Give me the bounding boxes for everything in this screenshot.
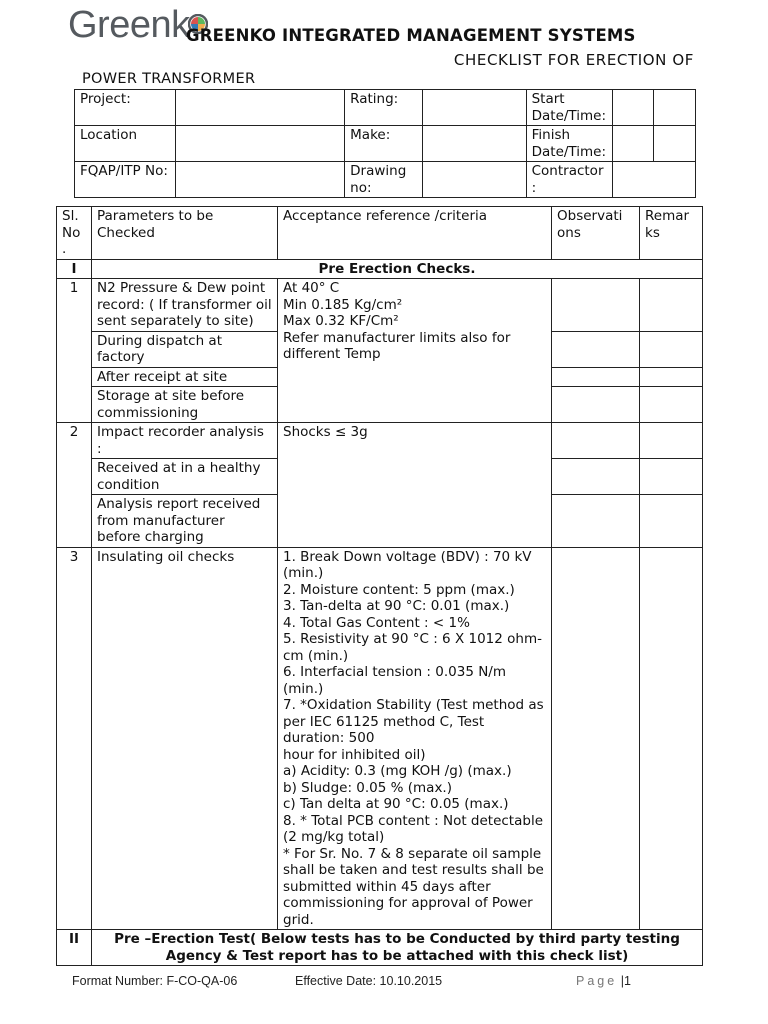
col-header-remarks: Remar ks — [640, 207, 703, 260]
contractor-label: Contractor : — [526, 162, 613, 198]
item-number: 2 — [57, 423, 92, 548]
finish-datetime-value[interactable] — [613, 126, 653, 162]
fqap-itp-value[interactable] — [175, 162, 344, 198]
remarks-cell[interactable] — [640, 279, 703, 332]
make-label: Make: — [345, 126, 423, 162]
project-info-table — [74, 89, 696, 198]
remarks-cell[interactable] — [640, 367, 703, 387]
parameter-cell: During dispatch at factory — [92, 331, 278, 367]
remarks-cell[interactable] — [640, 331, 703, 367]
project-value[interactable] — [175, 90, 344, 126]
col-header-parameters: Parameters to be Checked — [92, 207, 278, 260]
page-separator: | — [620, 974, 624, 988]
parameter-cell: Insulating oil checks — [92, 547, 278, 930]
document-subtitle: CHECKLIST FOR ERECTION OF — [453, 51, 694, 69]
finish-datetime-label: Finish Date/Time: — [526, 126, 613, 162]
parameter-cell: N2 Pressure & Dew point record: ( If transformer oil sent separately to site) — [92, 279, 278, 332]
start-datetime-label: Start Date/Time: — [526, 90, 613, 126]
section-row-pre-erection-test — [57, 930, 703, 966]
parameter-cell: Impact recorder analysis : — [92, 423, 278, 459]
remarks-cell[interactable] — [640, 547, 703, 930]
location-value[interactable] — [175, 126, 344, 162]
rating-label: Rating: — [345, 90, 423, 126]
remarks-cell[interactable] — [640, 423, 703, 459]
item-number: 3 — [57, 547, 92, 930]
parameter-cell: Received at in a healthy condition — [92, 459, 278, 495]
observation-cell[interactable] — [552, 495, 640, 548]
format-number: Format Number: F-CO-QA-06 — [72, 974, 238, 988]
logo-wordmark: Greenk — [68, 4, 190, 46]
observation-cell[interactable] — [552, 423, 640, 459]
finish-datetime-value-2[interactable] — [653, 126, 695, 162]
page-number: 1 — [623, 974, 631, 988]
start-datetime-value-2[interactable] — [653, 90, 695, 126]
section-number: I — [57, 259, 92, 279]
col-header-criteria: Acceptance reference /criteria — [278, 207, 552, 260]
observation-cell[interactable] — [552, 331, 640, 367]
observation-cell[interactable] — [552, 547, 640, 930]
criteria-cell: Shocks ≤ 3g — [278, 423, 552, 548]
document-subtitle-continued: POWER TRANSFORMER — [82, 71, 256, 87]
observation-cell[interactable] — [552, 387, 640, 423]
table-row — [57, 423, 703, 459]
observation-cell[interactable] — [552, 367, 640, 387]
parameter-cell: Analysis report received from manufacturer before charging — [92, 495, 278, 548]
table-row — [57, 279, 703, 332]
section-row-pre-erection-checks — [57, 259, 703, 279]
section-number: II — [57, 930, 92, 966]
remarks-cell[interactable] — [640, 459, 703, 495]
contractor-value[interactable] — [613, 162, 696, 198]
item-number: 1 — [57, 279, 92, 423]
drawing-no-label: Drawing no: — [345, 162, 423, 198]
checklist-header-row — [57, 207, 703, 260]
observation-cell[interactable] — [552, 279, 640, 332]
criteria-cell: 1. Break Down voltage (BDV) : 70 kV (min.) 2. Moisture content: 5 ppm (max.) 3. Tan-delta at 90 °C: 0.01 (max.) 4. Total Gas Content : < 1% 5. Resistivity at 90 °C : 6 X 1012 ohm-cm (min.) 6. Interfacial tension : 0.035 N/m (min.) 7. *Oxidation Stability (Test method as per IEC 61125 method C, Test duration: 500 hour for inhibited oil) a) Acidity: 0.3 (mg KOH /g) (max.) b) Sludge: 0.05 % (max.) c) Tan delta at 90 °C: 0.05 (max.) 8. * Total PCB content : Not detectable (2 mg/kg total) * For Sr. No. 7 & 8 separate oil sample shall be taken and test results shall be submitted within 45 days after commissioning for approval of Power grid. — [278, 547, 552, 930]
page-word: Page — [576, 974, 618, 988]
section-title: Pre Erection Checks. — [92, 259, 703, 279]
effective-date: Effective Date: 10.10.2015 — [295, 974, 443, 988]
checklist-table — [56, 206, 703, 966]
criteria-cell: At 40° C Min 0.185 Kg/cm² Max 0.32 KF/Cm² Refer manufacturer limits also for different Temp — [278, 279, 552, 423]
parameter-cell: Storage at site before commissioning — [92, 387, 278, 423]
start-datetime-value[interactable] — [613, 90, 653, 126]
drawing-no-value[interactable] — [422, 162, 526, 198]
table-row — [57, 547, 703, 930]
location-label: Location — [75, 126, 176, 162]
col-header-observations: Observati ons — [552, 207, 640, 260]
project-label: Project: — [75, 90, 176, 126]
page-indicator — [576, 974, 631, 988]
observation-cell[interactable] — [552, 459, 640, 495]
parameter-cell: After receipt at site — [92, 367, 278, 387]
remarks-cell[interactable] — [640, 387, 703, 423]
rating-value[interactable] — [422, 90, 526, 126]
remarks-cell[interactable] — [640, 495, 703, 548]
make-value[interactable] — [422, 126, 526, 162]
section-title: Pre –Erection Test( Below tests has to be Conducted by third party testing Agency & Test report has to be attached with this check list) — [92, 930, 703, 966]
fqap-itp-label: FQAP/ITP No: — [75, 162, 176, 198]
col-header-sl-no: Sl. No . — [57, 207, 92, 260]
document-title: GREENKO INTEGRATED MANAGEMENT SYSTEMS — [186, 26, 636, 45]
